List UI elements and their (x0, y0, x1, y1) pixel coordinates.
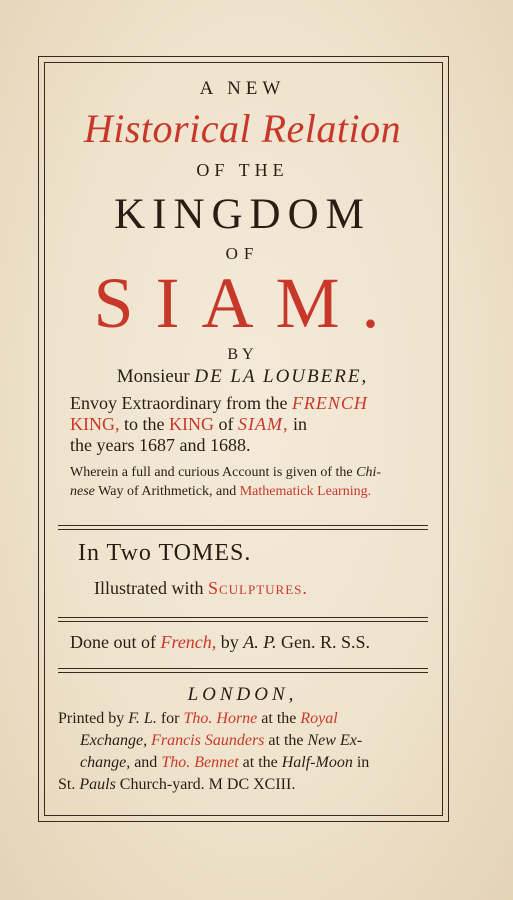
wherein-nese: nese (70, 484, 95, 499)
illustrated-text: Illustrated with (94, 578, 204, 598)
imprint-in: in (356, 754, 370, 771)
imprint-new-ex: New Ex- (307, 732, 363, 749)
imprint-saunders: Francis Saunders (151, 732, 265, 749)
title-line-of-the: OF THE (196, 160, 289, 180)
done-translator: A. P. (243, 632, 277, 652)
wherein-line-2 (70, 484, 430, 500)
imprint-line-3 (80, 754, 440, 772)
illustrated-line (94, 578, 454, 599)
imprint-exchange: Exchange, (80, 732, 148, 749)
done-french: French, (160, 632, 217, 652)
imprint-horne: Tho. Horne (183, 710, 258, 727)
tomes-line: In Two TOMES. (78, 540, 252, 566)
imprint-line-1 (58, 710, 418, 728)
london-line: LONDON, (187, 684, 298, 705)
imprint-st: St. (58, 776, 76, 793)
envoy-siam: SIAM, (238, 414, 289, 434)
wherein-text-1: Wherein a full and curious Account is given of the (70, 465, 353, 480)
imprint-at-the-3: at the (242, 754, 278, 771)
wherein-chi: Chi- (356, 465, 382, 480)
rule-3 (58, 668, 428, 669)
envoy-line-3: the years 1687 and 1688. (70, 435, 251, 455)
title-line-a-new: A NEW (199, 78, 286, 99)
title-line-kingdom: KINGDOM (114, 191, 371, 238)
imprint-for: for (160, 710, 180, 727)
envoy-to-the: to the (124, 414, 165, 434)
imprint-half-moon: Half-Moon (281, 754, 353, 771)
imprint-line-4 (58, 776, 418, 794)
rule-1b (58, 529, 428, 530)
wherein-line-1 (70, 465, 430, 481)
imprint-change: change, (80, 754, 131, 771)
author-line (44, 366, 441, 388)
imprint-bennet: Tho. Bennet (161, 754, 239, 771)
imprint-line-2 (80, 732, 440, 750)
done-text: Done out of (70, 632, 156, 652)
title-line-historical-relation: Historical Relation (83, 106, 402, 151)
wherein-text-2: Way of Arithmetick, and (98, 484, 237, 499)
imprint-royal: Royal (300, 710, 338, 727)
envoy-line-2 (70, 414, 430, 435)
rule-2 (58, 617, 428, 618)
done-by: by (220, 632, 239, 652)
done-gen: Gen. R. S.S. (280, 632, 370, 652)
envoy-of: of (218, 414, 234, 434)
envoy-king-2: KING (169, 414, 214, 434)
rule-3b (58, 672, 428, 673)
envoy-in: in (292, 414, 307, 434)
title-line-of: OF (225, 244, 260, 263)
envoy-french: FRENCH (291, 393, 368, 413)
author-name: DE LA LOUBERE, (194, 366, 369, 387)
illustrated-sculptures: Sculptures. (207, 578, 308, 598)
author-prefix: Monsieur (116, 366, 190, 387)
imprint-fl: F. L. (128, 710, 157, 727)
imprint-and: and (134, 754, 158, 771)
imprint-printed-by: Printed by (58, 710, 125, 727)
envoy-line-1 (70, 393, 430, 414)
rule-2b (58, 621, 428, 622)
rule-1 (58, 525, 428, 526)
wherein-mathematick: Mathematick Learning. (239, 484, 372, 499)
imprint-church-date: Church-yard. M DC XCIII. (119, 776, 296, 793)
imprint-at-the-1: at the (261, 710, 297, 727)
imprint-at-the-2: at the (268, 732, 304, 749)
envoy-text-1: Envoy Extraordinary from the (70, 393, 288, 413)
title-line-siam: SIAM. (93, 263, 402, 343)
by-line: BY (227, 346, 258, 363)
envoy-king-1: KING, (70, 414, 120, 434)
done-out-line (70, 632, 430, 653)
imprint-pauls: Pauls (79, 776, 116, 793)
